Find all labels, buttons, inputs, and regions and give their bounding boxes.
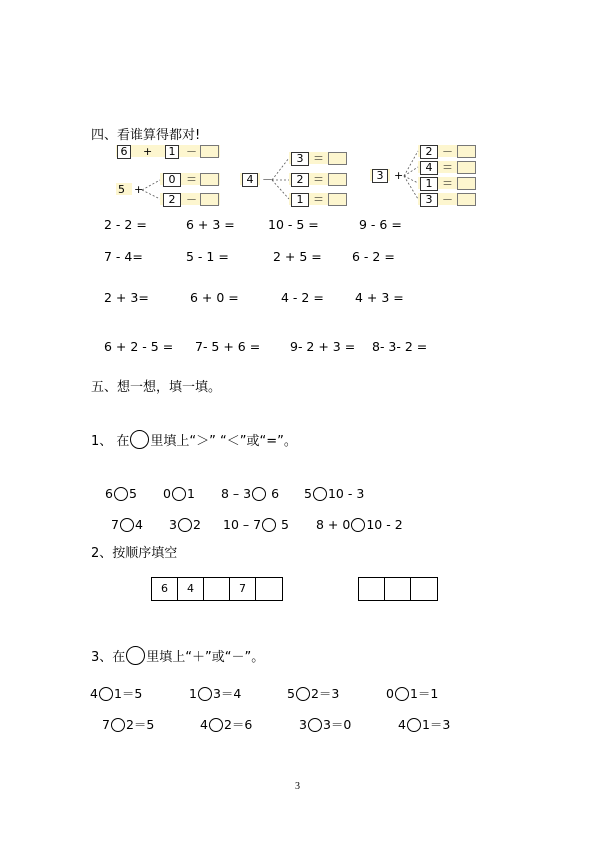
operator: ＝ bbox=[186, 173, 197, 186]
sign-item: 5 2＝3 bbox=[287, 686, 340, 701]
exercise: 4 + 3 = bbox=[355, 290, 404, 305]
exercise: 6 + 2 - 5 = bbox=[104, 339, 174, 354]
compare-item: 0 1 bbox=[163, 486, 195, 501]
circle-icon bbox=[130, 430, 149, 449]
exercise: 8- 3- 2 = bbox=[372, 339, 428, 354]
sign-item: 0 1＝1 bbox=[386, 686, 439, 701]
sequence-cell[interactable] bbox=[204, 578, 230, 600]
answer-circle[interactable] bbox=[308, 718, 322, 732]
section-5-title: 五、想一想，填一填。 bbox=[91, 380, 222, 395]
operator: ＝ bbox=[442, 177, 453, 190]
sign-item: 4 1＝5 bbox=[90, 686, 143, 701]
compare-item: 8 – 3 6 bbox=[221, 486, 280, 501]
operator: ＝ bbox=[313, 173, 324, 186]
circle-icon bbox=[126, 646, 145, 665]
sequence-cell[interactable]: 6 bbox=[152, 578, 178, 600]
number-box: 0 bbox=[163, 173, 181, 187]
sign-item: 3 3＝0 bbox=[299, 717, 352, 732]
sequence-cell[interactable] bbox=[359, 578, 385, 600]
answer-circle[interactable] bbox=[209, 718, 223, 732]
operator: － bbox=[186, 145, 197, 158]
exercise: 6 - 2 = bbox=[352, 249, 395, 264]
answer-circle[interactable] bbox=[111, 718, 125, 732]
answer-circle[interactable] bbox=[395, 687, 409, 701]
sequence-cell[interactable] bbox=[256, 578, 282, 600]
exercise: 2 + 3= bbox=[104, 290, 149, 305]
answer-circle[interactable] bbox=[198, 687, 212, 701]
compare-item: 5 10 - 3 bbox=[304, 486, 365, 501]
section-4-title: 四、看谁算得都对! bbox=[91, 128, 201, 143]
exercise: 9- 2 + 3 = bbox=[290, 339, 356, 354]
operator: ＝ bbox=[313, 193, 324, 206]
root-number: 5 bbox=[118, 183, 125, 196]
answer-circle[interactable] bbox=[178, 518, 192, 532]
exercise: 2 - 2 = bbox=[104, 217, 147, 232]
operator: ＝ bbox=[442, 161, 453, 174]
exercise: 2 + 5 = bbox=[273, 249, 322, 264]
compare-item: 7 4 bbox=[111, 517, 143, 532]
sequence-cell[interactable] bbox=[411, 578, 437, 600]
operator: + bbox=[134, 183, 144, 196]
exercise: 7 - 4= bbox=[104, 249, 143, 264]
operator: － bbox=[262, 173, 273, 186]
sequence-cell[interactable]: 4 bbox=[178, 578, 204, 600]
number-box: 3 bbox=[372, 169, 388, 183]
number-box: 3 bbox=[420, 193, 438, 207]
q3-instruction: 3、在 里填上“＋”或“－”。 bbox=[91, 646, 264, 666]
answer-circle[interactable] bbox=[120, 518, 134, 532]
exercise: 4 - 2 = bbox=[281, 290, 324, 305]
number-box: 4 bbox=[242, 173, 258, 187]
exercise: 10 - 5 = bbox=[268, 217, 319, 232]
number-box: 4 bbox=[420, 161, 438, 175]
page-number: 3 bbox=[295, 781, 300, 792]
answer-circle[interactable] bbox=[252, 487, 266, 501]
q2-instruction: 2、按顺序填空 bbox=[91, 546, 178, 561]
answer-circle[interactable] bbox=[114, 487, 128, 501]
operator: － bbox=[442, 193, 453, 206]
answer-circle[interactable] bbox=[313, 487, 327, 501]
compare-item: 3 2 bbox=[169, 517, 201, 532]
operator: + bbox=[143, 145, 153, 158]
exercise: 9 - 6 = bbox=[359, 217, 402, 232]
answer-circle[interactable] bbox=[351, 518, 365, 532]
compare-item: 10 – 7 5 bbox=[223, 517, 289, 532]
operator: － bbox=[186, 193, 197, 206]
answer-circle[interactable] bbox=[407, 718, 421, 732]
operator: ＝ bbox=[313, 152, 324, 165]
exercise: 5 - 1 = bbox=[186, 249, 229, 264]
answer-circle[interactable] bbox=[99, 687, 113, 701]
number-box: 1 bbox=[291, 193, 309, 207]
number-box: 3 bbox=[291, 152, 309, 166]
sign-item: 4 2＝6 bbox=[200, 717, 253, 732]
sign-item: 4 1＝3 bbox=[398, 717, 451, 732]
answer-circle[interactable] bbox=[172, 487, 186, 501]
sign-item: 7 2＝5 bbox=[102, 717, 155, 732]
number-box: 1 bbox=[165, 145, 179, 159]
sign-item: 1 3＝4 bbox=[189, 686, 242, 701]
number-box: 6 bbox=[117, 145, 131, 159]
exercise: 6 + 0 = bbox=[190, 290, 239, 305]
sequence-boxes-1 bbox=[151, 577, 283, 601]
q1-instruction: 1、 在 里填上“＞” “＜”或“=”。 bbox=[91, 430, 297, 450]
exercise: 6 + 3 = bbox=[186, 217, 235, 232]
number-box: 2 bbox=[291, 173, 309, 187]
sequence-cell[interactable]: 7 bbox=[230, 578, 256, 600]
compare-item: 8 + 0 10 - 2 bbox=[316, 517, 403, 532]
number-box: 2 bbox=[420, 145, 438, 159]
number-box: 1 bbox=[420, 177, 438, 191]
number-box: 2 bbox=[163, 193, 181, 207]
compare-item: 6 5 bbox=[105, 486, 137, 501]
operator: + bbox=[394, 169, 404, 182]
sequence-boxes-2 bbox=[358, 577, 438, 601]
sequence-cell[interactable] bbox=[385, 578, 411, 600]
exercise: 7- 5 + 6 = bbox=[195, 339, 261, 354]
answer-circle[interactable] bbox=[262, 518, 276, 532]
answer-circle[interactable] bbox=[296, 687, 310, 701]
operator: － bbox=[442, 145, 453, 158]
